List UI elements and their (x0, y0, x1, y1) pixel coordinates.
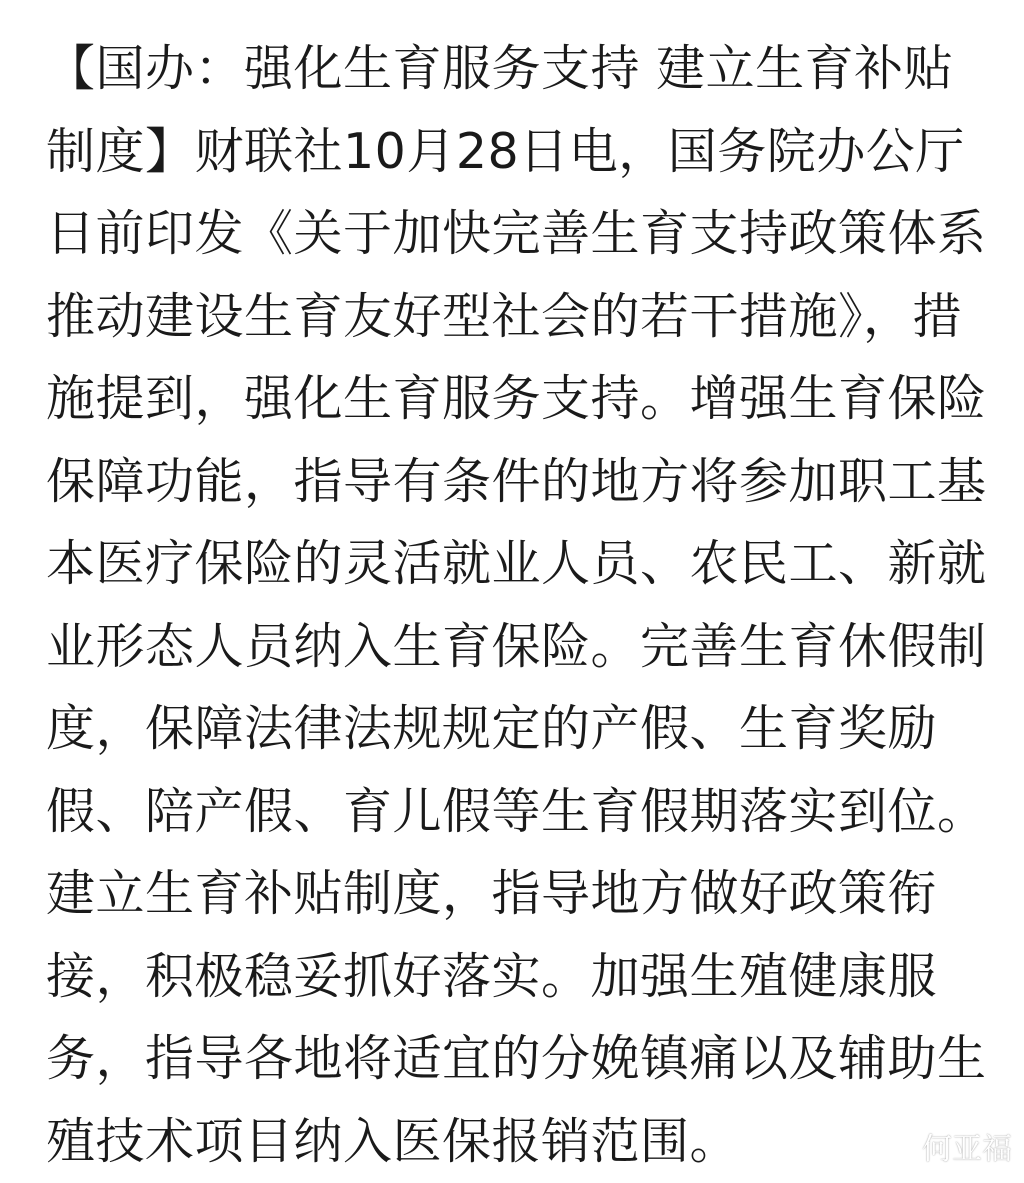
article-line: 施提到，强化生育服务支持。增强生育保险 (46, 358, 986, 441)
article-line: 制度】财联社10月28日电，国务院办公厅 (46, 111, 986, 194)
article-line: 【国办：强化生育服务支持 建立生育补贴 (46, 28, 986, 111)
article-line: 推动建设生育友好型社会的若干措施》，措 (46, 276, 986, 359)
watermark-author: 何亚福 (922, 1124, 1012, 1168)
weibo-logo-icon (882, 1132, 916, 1160)
article-line: 务，指导各地将适宜的分娩镇痛以及辅助生 (46, 1018, 986, 1101)
article-line: 保障功能，指导有条件的地方将参加职工基 (46, 441, 986, 524)
article-line: 假、陪产假、育儿假等生育假期落实到位。 (46, 771, 986, 854)
article-line: 日前印发《关于加快完善生育支持政策体系 (46, 193, 986, 276)
article-body (46, 28, 986, 1183)
weibo-watermark (882, 1124, 1012, 1168)
article-line: 建立生育补贴制度，指导地方做好政策衔 (46, 853, 986, 936)
article-line: 接，积极稳妥抓好落实。加强生殖健康服 (46, 936, 986, 1019)
article-line: 本医疗保险的灵活就业人员、农民工、新就 (46, 523, 986, 606)
article-line: 业形态人员纳入生育保险。完善生育休假制 (46, 606, 986, 689)
article-line: 殖技术项目纳入医保报销范围。 (46, 1101, 986, 1183)
article-line: 度，保障法律法规规定的产假、生育奖励 (46, 688, 986, 771)
